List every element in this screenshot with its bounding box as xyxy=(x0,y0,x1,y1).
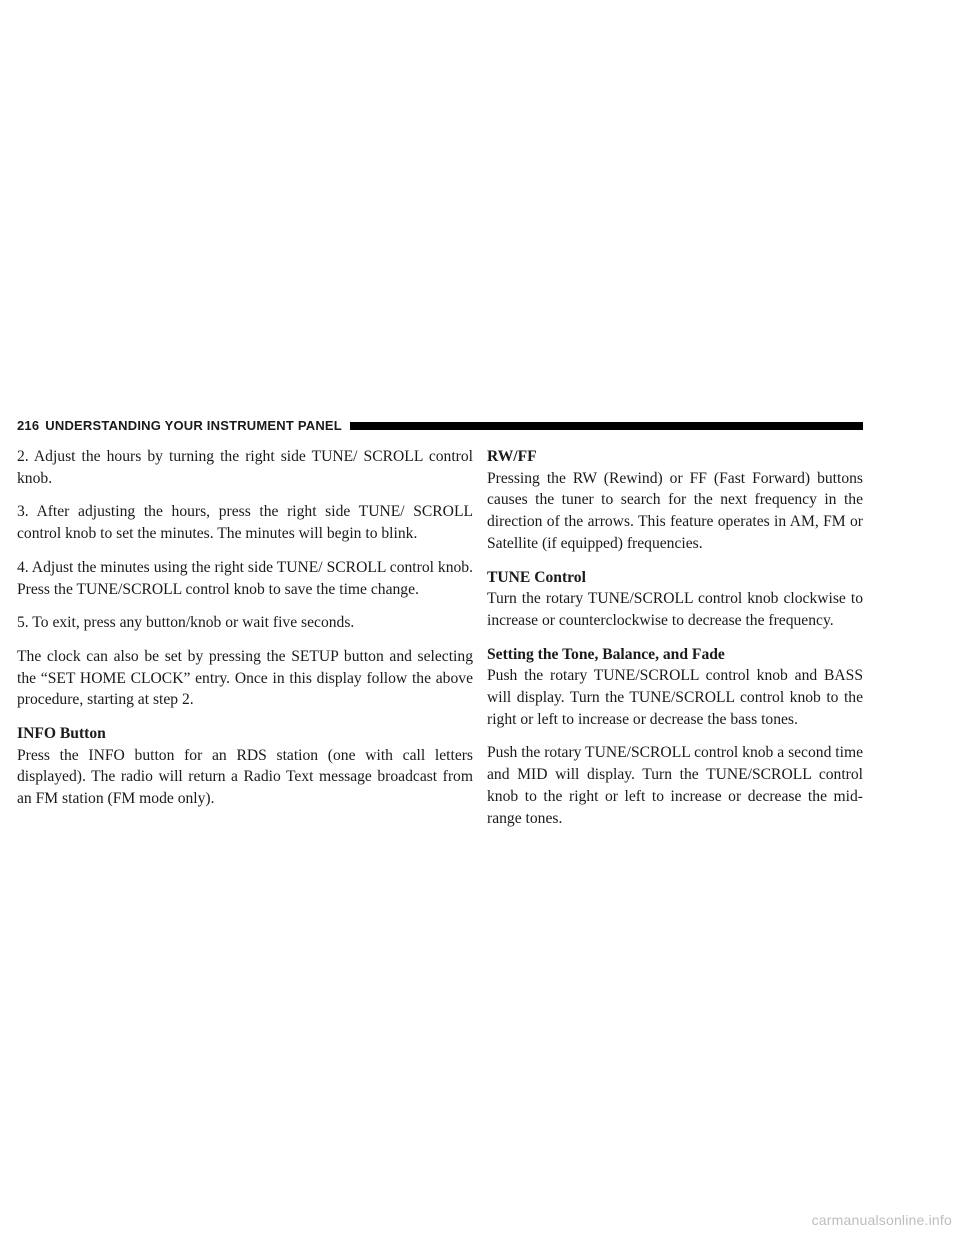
section-title: UNDERSTANDING YOUR INSTRUMENT PANEL xyxy=(45,417,342,433)
tune-control-heading: TUNE Control xyxy=(487,568,586,586)
right-column xyxy=(487,446,863,841)
rwff-text: Pressing the RW (Rewind) or FF (Fast Forward) buttons causes the tuner to search for the next frequency in the direction of the arrows. This feature operates in AM, FM or Satellite (if equipped) frequencies. xyxy=(487,469,863,552)
step-2-text: 2. Adjust the hours by turning the right side TUNE/ SCROLL control knob. xyxy=(17,448,473,487)
watermark: carmanualsonline.info xyxy=(811,1212,952,1228)
left-column xyxy=(17,446,473,822)
clock-setup-text: The clock can also be set by pressing the SETUP button and selecting the “SET HOME CLOCK” entry. Once in this display follow the above procedure, starting at step 2. xyxy=(17,647,473,709)
header-rule xyxy=(350,422,863,430)
page-header xyxy=(0,416,863,434)
tone-mid-text: Push the rotary TUNE/SCROLL control knob a second time and MID will display. Turn the TUNE/SCROLL control knob to the right or left to increase or decrease the mid-range tones. xyxy=(487,744,863,827)
page-number: 216 xyxy=(17,417,40,433)
tune-control-text: Turn the rotary TUNE/SCROLL control knob clockwise to increase or counterclockwise to decrease the frequency. xyxy=(487,590,863,629)
info-button-heading: INFO Button xyxy=(17,725,106,743)
step-5-text: 5. To exit, press any button/knob or wait five seconds. xyxy=(17,614,355,632)
tone-balance-fade-heading: Setting the Tone, Balance, and Fade xyxy=(487,645,725,663)
info-button-text: Press the INFO button for an RDS station (one with call letters displayed). The radio will return a Radio Text message broadcast from an FM station (FM mode only). xyxy=(17,746,473,808)
rwff-heading: RW/FF xyxy=(487,448,537,465)
step-4-text: 4. Adjust the minutes using the right side TUNE/ SCROLL control knob. Press the TUNE/SCROLL control knob to save the time change. xyxy=(17,558,473,598)
tone-bass-text: Push the rotary TUNE/SCROLL control knob and BASS will display. Turn the TUNE/SCROLL control knob to the right or left to increase or decrease the bass tones. xyxy=(487,667,863,728)
step-3-text: 3. After adjusting the hours, press the right side TUNE/ SCROLL control knob to set the minutes. The minutes will begin to blink. xyxy=(17,503,473,543)
